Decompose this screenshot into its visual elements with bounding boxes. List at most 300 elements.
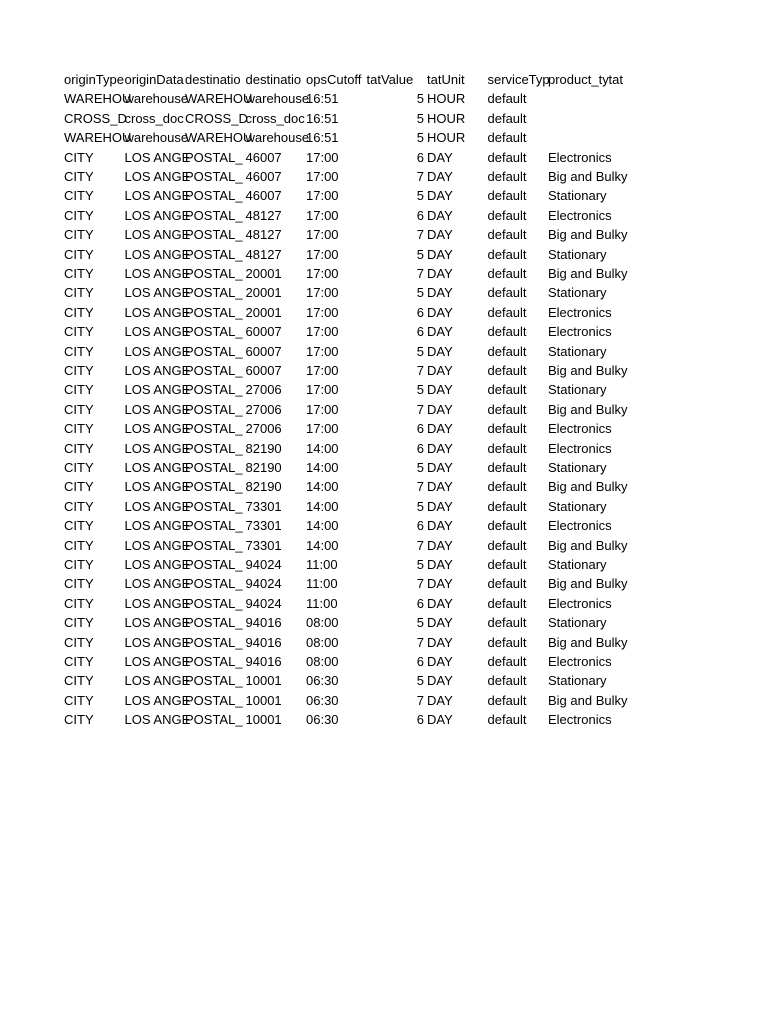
tat-value-text: 6: [416, 712, 424, 728]
cell-origin-type: CITY: [64, 246, 94, 262]
cell-destination-type: POSTAL_: [185, 537, 243, 553]
cell-origin-type: CITY: [64, 576, 94, 592]
cell-destination-type: POSTAL_: [185, 692, 243, 708]
cell-tat: [609, 361, 670, 380]
cell-destination-data: 60007: [245, 343, 282, 359]
cell-destination-data: 48127: [245, 246, 282, 262]
cell-destination-data: 94024: [245, 595, 282, 611]
header-cell-tat-unit: tatUnit: [427, 72, 465, 87]
cell-product-type: [548, 89, 609, 108]
cell-product-type: Big and Bulky: [548, 479, 628, 495]
cell-destination-data: 27006: [245, 421, 282, 437]
cell-tat-value: [367, 691, 428, 710]
cell-destination-type: POSTAL_: [185, 188, 243, 204]
cell-destination-data: 94024: [245, 557, 282, 572]
cell-tat: [609, 594, 670, 613]
cell-ops-cutoff: 16:51: [306, 110, 339, 126]
cell-product-type: Big and Bulky: [548, 692, 628, 708]
cell-product-type: Stationary: [548, 460, 607, 475]
table-row: [0, 633, 768, 652]
cell-origin-data: LOS ANGE: [124, 712, 191, 728]
cell-destination-type: POSTAL_: [185, 324, 243, 340]
cell-tat-unit: HOUR: [427, 110, 466, 126]
cell-product-type: Big and Bulky: [548, 169, 628, 184]
cell-destination-type: POSTAL_: [185, 615, 243, 631]
cell-ops-cutoff: 17:00: [306, 246, 339, 262]
header-cell-destination-data: destinatio: [245, 72, 302, 87]
cell-destination-type: POSTAL_: [185, 169, 243, 184]
cell-origin-type: CITY: [64, 227, 94, 243]
cell-destination-data: cross_doc: [245, 110, 305, 126]
cell-destination-data: 27006: [245, 382, 282, 398]
cell-destination-data: 60007: [245, 324, 282, 340]
cell-tat-value: [367, 477, 428, 496]
cell-tat: [609, 303, 670, 322]
tat-value-text: 6: [416, 304, 424, 320]
tat-value-text: 5: [416, 285, 424, 301]
cell-product-type: Big and Bulky: [548, 401, 628, 417]
cell-tat-value: [367, 206, 428, 225]
cell-destination-type: POSTAL_: [185, 634, 243, 650]
cell-tat-unit: HOUR: [427, 130, 466, 146]
cell-destination-data: 27006: [245, 401, 282, 417]
table-row: [0, 613, 768, 632]
cell-product-type: Stationary: [548, 557, 607, 572]
cell-tat-value: [367, 303, 428, 322]
cell-ops-cutoff: 17:00: [306, 304, 339, 320]
cell-destination-type: POSTAL_: [185, 285, 243, 301]
tat-value-text: 7: [416, 266, 424, 281]
cell-origin-type: CITY: [64, 188, 94, 204]
cell-ops-cutoff: 17:00: [306, 169, 339, 184]
cell-destination-type: POSTAL_: [185, 654, 243, 669]
cell-destination-data: 20001: [245, 285, 282, 301]
tat-value-text: 5: [416, 615, 424, 631]
table-row: [0, 245, 768, 264]
cell-destination-data: 48127: [245, 207, 282, 223]
cell-product-type: Stationary: [548, 188, 607, 204]
cell-product-type: Stationary: [548, 615, 607, 631]
cell-service-type: default: [487, 324, 527, 340]
tat-value-text: 7: [416, 169, 424, 184]
cell-tat: [609, 400, 670, 419]
cell-origin-type: CITY: [64, 615, 94, 631]
cell-origin-data: LOS ANGE: [124, 266, 191, 281]
table-row: [0, 400, 768, 419]
cell-product-type: Electronics: [548, 440, 612, 456]
table-row: [0, 186, 768, 205]
cell-product-type: Stationary: [548, 382, 607, 398]
tat-value-text: 6: [416, 595, 424, 611]
cell-ops-cutoff: 17:00: [306, 343, 339, 359]
table-row: [0, 574, 768, 593]
cell-ops-cutoff: 17:00: [306, 382, 339, 398]
cell-product-type: Stationary: [548, 285, 607, 301]
cell-origin-type: CITY: [64, 634, 94, 650]
cell-tat-unit: DAY: [427, 421, 453, 437]
cell-product-type: Big and Bulky: [548, 576, 628, 592]
cell-ops-cutoff: 11:00: [306, 576, 338, 592]
cell-ops-cutoff: 11:00: [306, 595, 338, 611]
tat-value-text: 6: [416, 654, 424, 669]
cell-ops-cutoff: 17:00: [306, 363, 339, 378]
table-row: [0, 303, 768, 322]
tat-value-text: 5: [416, 673, 424, 689]
cell-origin-type: CITY: [64, 557, 94, 572]
cell-origin-data: LOS ANGE: [124, 343, 191, 359]
cell-service-type: default: [487, 110, 527, 126]
cell-origin-type: CITY: [64, 304, 94, 320]
cell-product-type: Stationary: [548, 343, 607, 359]
cell-origin-data: LOS ANGE: [124, 518, 191, 534]
cell-origin-data: LOS ANGE: [124, 692, 191, 708]
cell-destination-data: 46007: [245, 169, 282, 184]
tat-value-text: 5: [416, 91, 424, 107]
cell-origin-type: CITY: [64, 401, 94, 417]
cell-tat-value: [367, 167, 428, 186]
cell-destination-type: POSTAL_: [185, 304, 243, 320]
table-row: [0, 89, 768, 108]
cell-origin-data: LOS ANGE: [124, 207, 191, 223]
cell-origin-type: CITY: [64, 440, 94, 456]
cell-origin-type: WAREHOU: [64, 91, 132, 107]
cell-tat-unit: DAY: [427, 654, 453, 669]
cell-ops-cutoff: 17:00: [306, 188, 339, 204]
cell-destination-data: 10001: [245, 712, 282, 728]
cell-ops-cutoff: 17:00: [306, 227, 339, 243]
tat-value-text: 7: [416, 537, 424, 553]
cell-ops-cutoff: 16:51: [306, 91, 339, 107]
cell-origin-data: LOS ANGE: [124, 304, 191, 320]
table-row: [0, 322, 768, 341]
cell-tat-value: [367, 633, 428, 652]
table-row: [0, 497, 768, 516]
cell-product-type: Electronics: [548, 207, 612, 223]
tat-value-text: 5: [416, 343, 424, 359]
cell-product-type: Electronics: [548, 712, 612, 728]
tat-value-text: 5: [416, 130, 424, 146]
cell-origin-type: CITY: [64, 382, 94, 398]
cell-tat-unit: DAY: [427, 518, 453, 534]
cell-origin-data: LOS ANGE: [124, 498, 191, 514]
cell-tat-unit: DAY: [427, 285, 453, 301]
cell-origin-type: CITY: [64, 207, 94, 223]
cell-ops-cutoff: 14:00: [306, 440, 339, 456]
cell-tat-value: [367, 516, 428, 535]
header-cell-service-type: serviceTyp: [487, 72, 550, 87]
cell-service-type: default: [487, 285, 527, 301]
cell-origin-data: LOS ANGE: [124, 595, 191, 611]
cell-tat-value: [367, 594, 428, 613]
cell-tat-unit: DAY: [427, 382, 453, 398]
table-row: [0, 206, 768, 225]
cell-origin-data: LOS ANGE: [124, 382, 191, 398]
cell-product-type: Stationary: [548, 673, 607, 689]
cell-origin-data: LOS ANGE: [124, 169, 191, 184]
cell-service-type: default: [487, 149, 527, 165]
cell-service-type: default: [487, 304, 527, 320]
cell-ops-cutoff: 06:30: [306, 673, 339, 689]
cell-tat: [609, 710, 670, 729]
cell-service-type: default: [487, 654, 527, 669]
cell-tat: [609, 109, 670, 128]
cell-service-type: default: [487, 634, 527, 650]
cell-tat-value: [367, 613, 428, 632]
tat-value-text: 6: [416, 440, 424, 456]
table-row: [0, 477, 768, 496]
cell-tat: [609, 206, 670, 225]
cell-tat-unit: DAY: [427, 401, 453, 417]
cell-origin-type: CITY: [64, 460, 94, 475]
cell-tat: [609, 633, 670, 652]
cell-destination-data: 94016: [245, 654, 282, 669]
cell-destination-data: 20001: [245, 266, 282, 281]
cell-ops-cutoff: 17:00: [306, 149, 339, 165]
cell-destination-type: POSTAL_: [185, 479, 243, 495]
table-row: [0, 536, 768, 555]
cell-destination-type: POSTAL_: [185, 576, 243, 592]
cell-tat-unit: DAY: [427, 207, 453, 223]
cell-destination-type: POSTAL_: [185, 421, 243, 437]
cell-tat-unit: DAY: [427, 479, 453, 495]
cell-destination-type: WAREHOU: [185, 130, 253, 146]
cell-origin-data: cross_doc: [124, 110, 184, 126]
cell-destination-type: POSTAL_: [185, 246, 243, 262]
cell-service-type: default: [487, 130, 527, 146]
tat-value-text: 5: [416, 498, 424, 514]
cell-tat-value: [367, 574, 428, 593]
cell-destination-data: 20001: [245, 304, 282, 320]
cell-destination-data: 94016: [245, 634, 282, 650]
cell-product-type: Electronics: [548, 595, 612, 611]
cell-destination-type: POSTAL_: [185, 673, 243, 689]
table-row: [0, 710, 768, 729]
cell-origin-type: CITY: [64, 692, 94, 708]
tat-value-text: 7: [416, 227, 424, 243]
table-row: [0, 264, 768, 283]
cell-tat-unit: DAY: [427, 712, 453, 728]
cell-service-type: default: [487, 207, 527, 223]
cell-service-type: default: [487, 537, 527, 553]
tat-value-text: 5: [416, 460, 424, 475]
table-row: [0, 439, 768, 458]
cell-tat: [609, 186, 670, 205]
cell-ops-cutoff: 08:00: [306, 654, 339, 669]
cell-ops-cutoff: 11:00: [306, 557, 338, 572]
cell-origin-type: CITY: [64, 363, 94, 378]
cell-service-type: default: [487, 246, 527, 262]
cell-destination-type: POSTAL_: [185, 712, 243, 728]
cell-service-type: default: [487, 673, 527, 689]
cell-destination-type: POSTAL_: [185, 557, 243, 572]
cell-destination-type: POSTAL_: [185, 518, 243, 534]
cell-tat-unit: DAY: [427, 149, 453, 165]
cell-product-type: Stationary: [548, 498, 607, 514]
cell-tat-unit: DAY: [427, 634, 453, 650]
cell-tat-value: [367, 109, 428, 128]
cell-service-type: default: [487, 576, 527, 592]
tat-value-text: 5: [416, 246, 424, 262]
cell-tat: [609, 89, 670, 108]
cell-origin-data: LOS ANGE: [124, 537, 191, 553]
cell-origin-data: LOS ANGE: [124, 634, 191, 650]
cell-service-type: default: [487, 227, 527, 243]
cell-ops-cutoff: 17:00: [306, 266, 339, 281]
cell-service-type: default: [487, 595, 527, 611]
cell-origin-type: CITY: [64, 285, 94, 301]
cell-tat-unit: DAY: [427, 440, 453, 456]
tat-value-text: 5: [416, 382, 424, 398]
cell-product-type: Electronics: [548, 324, 612, 340]
cell-destination-data: 73301: [245, 518, 282, 534]
cell-product-type: Electronics: [548, 654, 612, 669]
cell-tat-unit: DAY: [427, 169, 453, 184]
cell-destination-data: 73301: [245, 537, 282, 553]
cell-service-type: default: [487, 401, 527, 417]
cell-tat-value: [367, 555, 428, 574]
cell-destination-data: 82190: [245, 479, 282, 495]
cell-ops-cutoff: 14:00: [306, 460, 339, 475]
cell-destination-data: 94016: [245, 615, 282, 631]
table-row: [0, 419, 768, 438]
cell-ops-cutoff: 06:30: [306, 712, 339, 728]
cell-tat: [609, 671, 670, 690]
cell-tat-unit: DAY: [427, 498, 453, 514]
cell-tat-unit: DAY: [427, 615, 453, 631]
cell-origin-data: LOS ANGE: [124, 401, 191, 417]
cell-destination-data: 46007: [245, 149, 282, 165]
tat-value-text: 5: [416, 110, 424, 126]
cell-destination-type: POSTAL_: [185, 207, 243, 223]
cell-destination-type: POSTAL_: [185, 440, 243, 456]
cell-tat: [609, 516, 670, 535]
cell-ops-cutoff: 14:00: [306, 479, 339, 495]
cell-service-type: default: [487, 91, 527, 107]
tat-value-text: 5: [416, 557, 424, 572]
cell-tat: [609, 225, 670, 244]
cell-destination-type: POSTAL_: [185, 363, 243, 378]
cell-tat-value: [367, 89, 428, 108]
cell-tat-unit: DAY: [427, 692, 453, 708]
cell-ops-cutoff: 14:00: [306, 518, 339, 534]
cell-ops-cutoff: 14:00: [306, 537, 339, 553]
cell-origin-type: WAREHOU: [64, 130, 132, 146]
tat-value-text: 6: [416, 324, 424, 340]
cell-tat: [609, 477, 670, 496]
cell-service-type: default: [487, 518, 527, 534]
cell-tat: [609, 167, 670, 186]
cell-tat: [609, 574, 670, 593]
cell-tat: [609, 245, 670, 264]
cell-tat-value: [367, 497, 428, 516]
cell-product-type: Big and Bulky: [548, 537, 628, 553]
tat-value-text: 7: [416, 363, 424, 378]
cell-origin-data: LOS ANGE: [124, 479, 191, 495]
cell-origin-data: warehouse: [124, 91, 189, 107]
cell-origin-type: CROSS_D: [64, 110, 127, 126]
header-cell-destination-type: destinatio: [185, 72, 241, 87]
tat-value-text: 5: [416, 188, 424, 204]
cell-tat: [609, 555, 670, 574]
cell-tat-value: [367, 283, 428, 302]
cell-origin-type: CITY: [64, 479, 94, 495]
cell-tat-unit: DAY: [427, 673, 453, 689]
cell-destination-data: 82190: [245, 460, 282, 475]
header-row: [0, 70, 768, 89]
table-row: [0, 128, 768, 147]
cell-origin-data: LOS ANGE: [124, 188, 191, 204]
cell-tat: [609, 497, 670, 516]
cell-origin-type: CITY: [64, 712, 94, 728]
cell-product-type: Big and Bulky: [548, 363, 628, 378]
table-row: [0, 361, 768, 380]
cell-ops-cutoff: 16:51: [306, 130, 339, 146]
header-cell-origin-data: originData: [124, 72, 184, 87]
cell-product-type: [548, 128, 609, 147]
header-cell-product-type: product_ty: [548, 72, 609, 87]
cell-service-type: default: [487, 188, 527, 204]
cell-service-type: default: [487, 460, 527, 475]
cell-tat-unit: DAY: [427, 266, 453, 281]
cell-tat-value: [367, 710, 428, 729]
cell-ops-cutoff: 06:30: [306, 692, 339, 708]
cell-tat-value: [367, 400, 428, 419]
cell-tat-value: [367, 419, 428, 438]
header-cell-tat: tat: [608, 72, 623, 87]
cell-tat-value: [367, 536, 428, 555]
cell-product-type: Stationary: [548, 246, 607, 262]
cell-service-type: default: [487, 343, 527, 359]
cell-service-type: default: [487, 440, 527, 456]
cell-ops-cutoff: 08:00: [306, 634, 339, 650]
cell-ops-cutoff: 17:00: [306, 285, 339, 301]
cell-service-type: default: [487, 382, 527, 398]
cell-destination-data: 46007: [245, 188, 282, 204]
tat-value-text: 7: [416, 692, 424, 708]
cell-tat-value: [367, 186, 428, 205]
cell-tat-unit: DAY: [427, 246, 453, 262]
cell-tat-unit: DAY: [427, 304, 453, 320]
cell-origin-type: CITY: [64, 324, 94, 340]
tat-value-text: 7: [416, 479, 424, 495]
cell-tat: [609, 691, 670, 710]
cell-tat-value: [367, 245, 428, 264]
cell-ops-cutoff: 17:00: [306, 207, 339, 223]
table-row: [0, 380, 768, 399]
cell-tat: [609, 439, 670, 458]
cell-origin-type: CITY: [64, 421, 94, 437]
cell-tat: [609, 458, 670, 477]
cell-tat-value: [367, 380, 428, 399]
cell-service-type: default: [487, 615, 527, 631]
tat-value-text: 6: [416, 207, 424, 223]
cell-tat-value: [367, 652, 428, 671]
cell-origin-data: LOS ANGE: [124, 576, 191, 592]
cell-service-type: default: [487, 266, 527, 281]
cell-service-type: default: [487, 421, 527, 437]
cell-origin-type: CITY: [64, 595, 94, 611]
cell-destination-type: POSTAL_: [185, 382, 243, 398]
cell-destination-data: 10001: [245, 673, 282, 689]
cell-tat-unit: DAY: [427, 363, 453, 378]
tat-value-text: 7: [416, 634, 424, 650]
cell-ops-cutoff: 08:00: [306, 615, 339, 631]
cell-tat: [609, 536, 670, 555]
cell-service-type: default: [487, 363, 527, 378]
table-row: [0, 516, 768, 535]
cell-destination-data: warehouse: [245, 130, 310, 146]
cell-tat-value: [367, 458, 428, 477]
